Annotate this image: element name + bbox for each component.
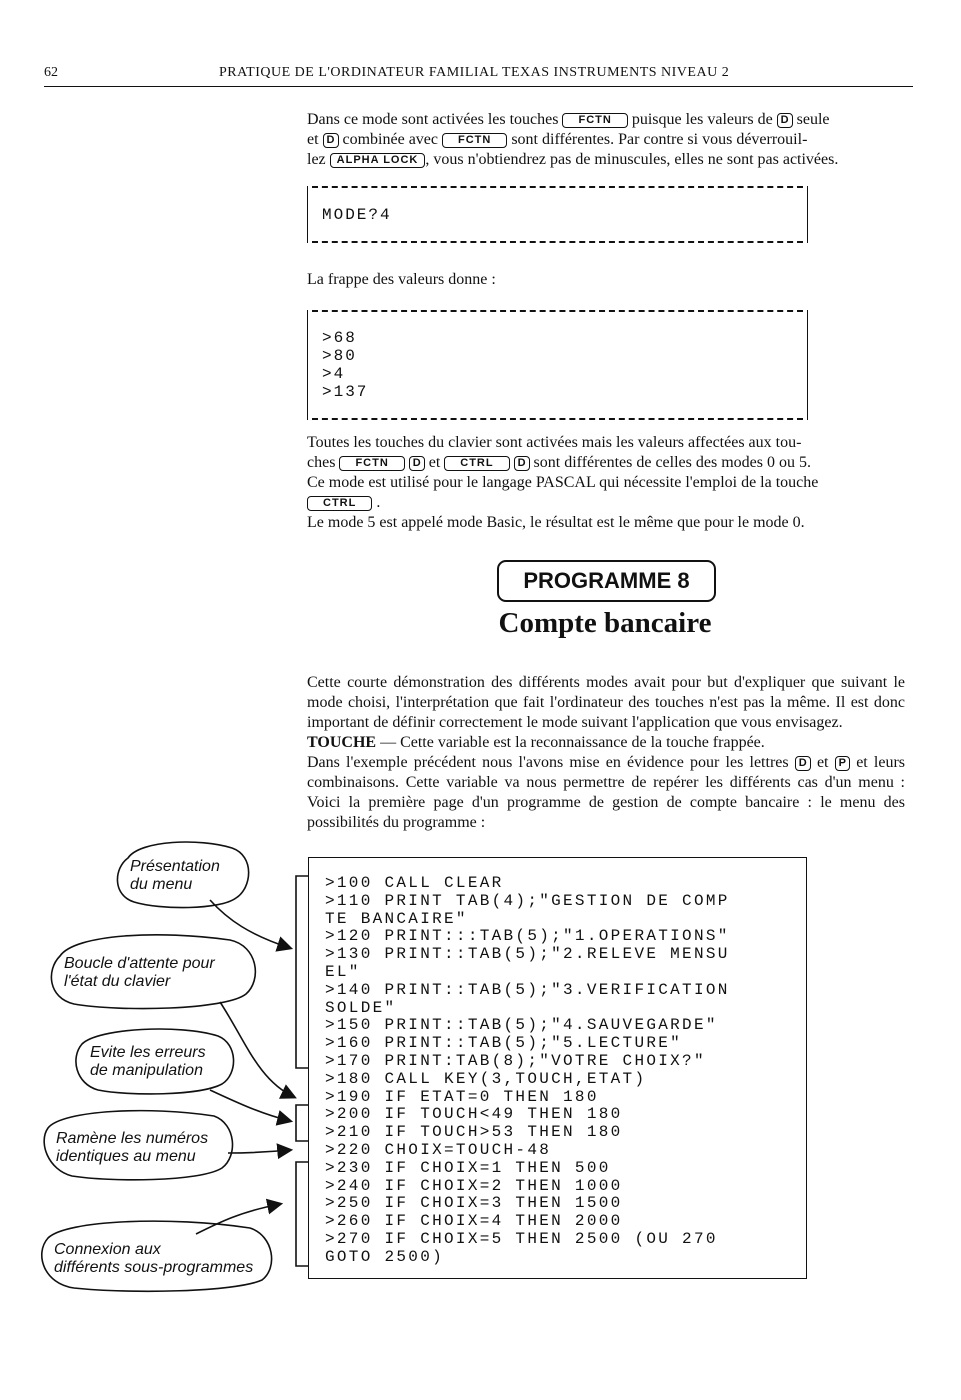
key-p: P: [835, 756, 850, 771]
text-fragment: combinée avec: [342, 131, 438, 148]
text-fragment: Cette courte démonstration des différents modes avait pour but d'expliquer que suivant le mode choisi, l'interprétation que fait l'ordinateur des touches n'est pas la même. Il est donc important de définir correctement le mode suivant l'application que vous envisagez.: [307, 674, 905, 731]
running-title: PRATIQUE DE L'ORDINATEUR FAMILIAL TEXAS INSTRUMENTS NIVEAU 2: [219, 65, 730, 80]
text-fragment: ches: [307, 454, 336, 471]
screen-text: MODE?4: [322, 206, 392, 224]
text-fragment: et: [816, 754, 829, 771]
program-badge: PROGRAMME 8: [497, 560, 716, 602]
text-fragment: , vous n'obtiendrez pas de minuscules, elles ne sont pas activées.: [425, 151, 839, 168]
program-title: Compte bancaire: [498, 607, 712, 639]
key-fctn: FCTN: [562, 113, 627, 128]
callout-boucle: [64, 955, 215, 991]
bracket-wait: [296, 1105, 308, 1141]
text-fragment: Ce mode est utilisé pour le langage PASCAL qui nécessite l'emploi de la touche: [307, 474, 819, 491]
arrow-presentation: [210, 900, 290, 948]
arrow-evite: [210, 1090, 290, 1121]
term-touche: TOUCHE: [307, 734, 377, 751]
text-fragment: et: [307, 131, 319, 148]
text-fragment: — Cette variable est la reconnaissance de la touche frappée.: [376, 734, 765, 751]
screen-text: >68 >80 >4 >137: [322, 329, 369, 401]
text-fragment: et leurs combinaisons. Cette variable va nous permettre de repérer les différents cas d'un menu : Voici la première page d'un programme de gestion de compte bancaire : le menu des possibilités du programme :: [307, 754, 906, 831]
text-fragment: Dans l'exemple précédent nous l'avons mise en évidence pour les lettres: [307, 754, 789, 771]
bracket-connect: [296, 1162, 308, 1266]
key-fctn: FCTN: [339, 456, 404, 471]
callout-text: Connexion aux différents sous-programmes: [54, 1241, 254, 1276]
text-fragment: Toutes les touches du clavier sont activées mais les valeurs affectées aux tou-: [307, 434, 802, 451]
callout-evite: [90, 1044, 206, 1080]
callout-text: Ramène les numéros identiques au menu: [56, 1130, 209, 1165]
code-listing: >100 CALL CLEAR >110 PRINT TAB(4);"GESTION DE COMP TE BANCAIRE" >120 PRINT:::TAB(5);"1.OPERATIONS" >130 PRINT::TAB(5);"2.RELEVE MENSU EL" >140 PRINT::TAB(5);"3.VERIFICATION SOLDE" >150 PRINT::TAB(5);"4.SAUVEGARDE" >160 PRINT::TAB(5);"5.LECTURE" >170 PRINT:TAB(8);"VOTRE CHOIX?" >180 CALL KEY(3,TOUCH,ETAT) >190 IF ETAT=0 THEN 180 >200 IF TOUCH<49 THEN 180 >210 IF TOUCH>53 THEN 180 >220 CHOIX=TOUCH-48 >230 IF CHOIX=1 THEN 500 >240 IF CHOIX=2 THEN 1000 >250 IF CHOIX=3 THEN 1500 >260 IF CHOIX=4 THEN 2000 >270 IF CHOIX=5 THEN 2500 (OU 270 GOTO 2500): [325, 874, 730, 1266]
text-fragment: sont différentes. Par contre si vous déverrouil-: [511, 131, 808, 148]
callout-connexion: [54, 1241, 253, 1277]
callout-text: Evite les erreurs de manipulation: [90, 1044, 206, 1079]
text-fragment: seule: [796, 111, 830, 128]
key-d: D: [777, 113, 793, 128]
key-ctrl: CTRL: [444, 456, 509, 471]
callout-presentation: [130, 858, 220, 894]
callout-text: Boucle d'attente pour l'état du clavier: [64, 955, 215, 990]
text-fragment: sont différentes de celles des modes 0 ou 5.: [533, 454, 811, 471]
bracket-menu: [296, 876, 308, 1068]
key-d: D: [514, 456, 530, 471]
page-number: 62: [44, 65, 58, 80]
text-fragment: Dans ce mode sont activées les touches: [307, 111, 559, 128]
text-fragment: lez: [307, 151, 326, 168]
arrow-ramene: [228, 1150, 290, 1153]
arrow-connexion: [196, 1204, 280, 1234]
key-d: D: [323, 133, 339, 148]
callout-text: Présentation du menu: [130, 858, 220, 893]
text-fragment: Le mode 5 est appelé mode Basic, le résultat est le même que pour le mode 0.: [307, 514, 805, 531]
key-fctn: FCTN: [442, 133, 507, 148]
key-d: D: [795, 756, 811, 771]
text-line: La frappe des valeurs donne :: [307, 271, 496, 288]
callout-ramene: [56, 1130, 208, 1166]
key-ctrl: CTRL: [307, 496, 372, 511]
text-fragment: et: [428, 454, 441, 471]
text-fragment: .: [376, 494, 381, 511]
key-d: D: [409, 456, 425, 471]
key-alpha-lock: ALPHA LOCK: [330, 153, 426, 168]
text-fragment: puisque les valeurs de: [631, 111, 773, 128]
